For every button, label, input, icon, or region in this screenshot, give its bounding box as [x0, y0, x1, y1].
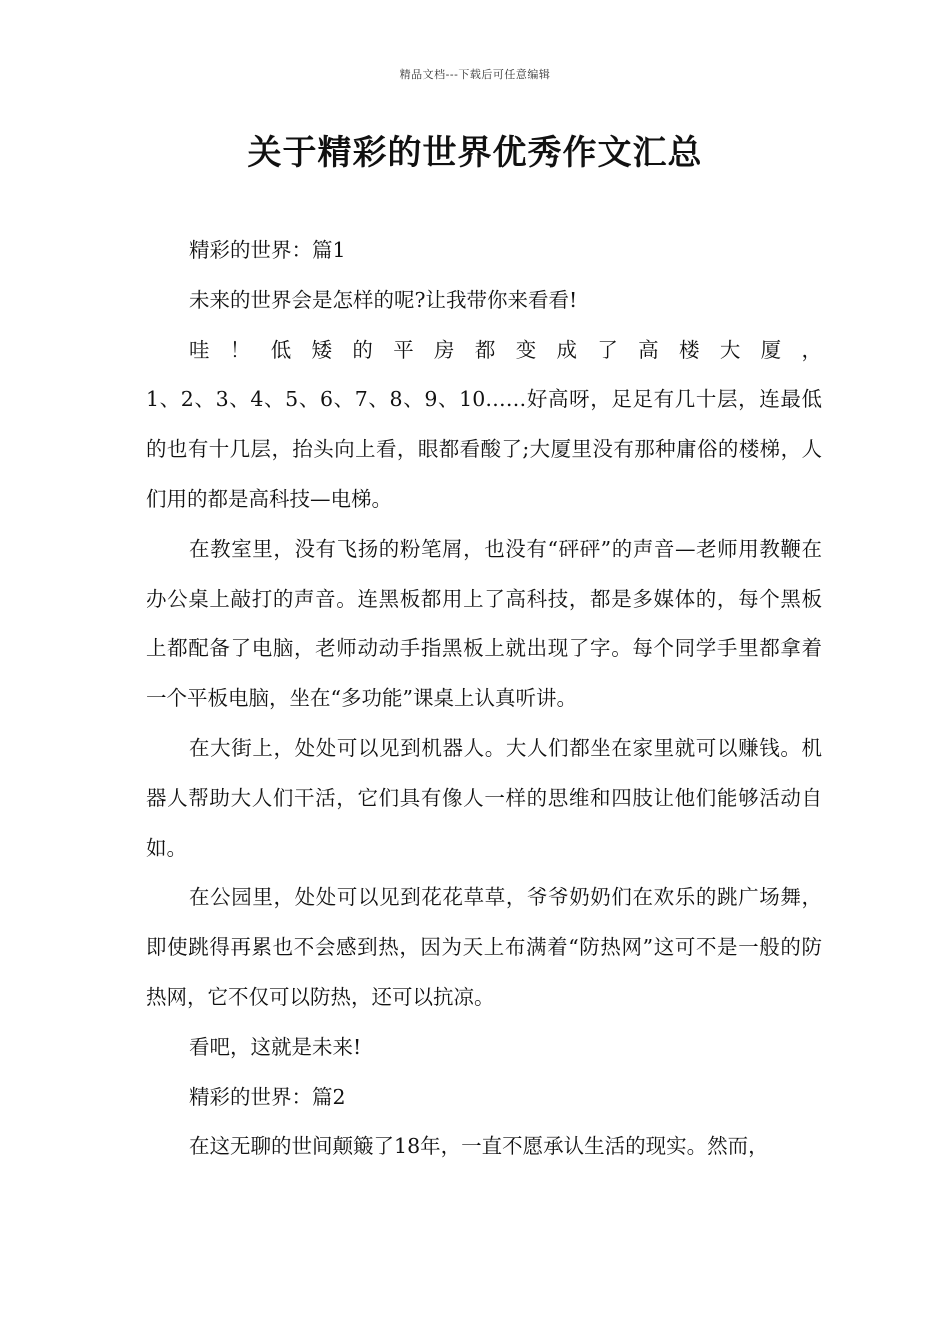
paragraph: 在公园里，处处可以见到花花草草，爷爷奶奶们在欢乐的跳广场舞，即使跳得再累也不会感到热，因为天上布满着“防热网”这可不是一般的防热网，它不仅可以防热，还可以抗凉。 [146, 885, 822, 1009]
paragraph-section-heading-2: 精彩的世界：篇2 [189, 1084, 346, 1109]
paragraph: 在教室里，没有飞扬的粉笔屑，也没有“砰砰”的声音—老师用教鞭在办公桌上敲打的声音。连黑板都用上了高科技，都是多媒体的，每个黑板上都配备了电脑，老师动动手指黑板上就出现了字。每个同学手里都拿着一个平板电脑，坐在“多功能”课桌上认真听讲。 [146, 536, 822, 711]
paragraph: 1、2、3、4、5、6、7、8、9、10……好高呀，足足有几十层，连最低的也有十几层，抬头向上看，眼都看酸了;大厦里没有那种庸俗的楼梯，人们用的都是高科技—电梯。 [146, 387, 822, 511]
document-body [146, 226, 822, 1172]
paragraph: 哇！低矮的平房都变成了高楼大厦， [189, 337, 822, 362]
paragraph: 在这无聊的世间颠簸了18年，一直不愿承认生活的现实。然而， [189, 1134, 769, 1159]
header-note: 精品文档---下载后可任意编辑 [399, 68, 551, 81]
paragraph: 在大街上，处处可以见到机器人。大人们都坐在家里就可以赚钱。机器人帮助大人们干活，它们具有像人一样的思维和四肢让他们能够活动自如。 [146, 735, 822, 860]
document-title: 关于精彩的世界优秀作文汇总 [247, 133, 703, 173]
paragraph: 看吧，这就是未来! [189, 1034, 362, 1059]
paragraph-section-heading-1: 精彩的世界：篇1 [189, 238, 346, 262]
paragraph: 未来的世界会是怎样的呢?让我带你来看看! [189, 287, 578, 312]
